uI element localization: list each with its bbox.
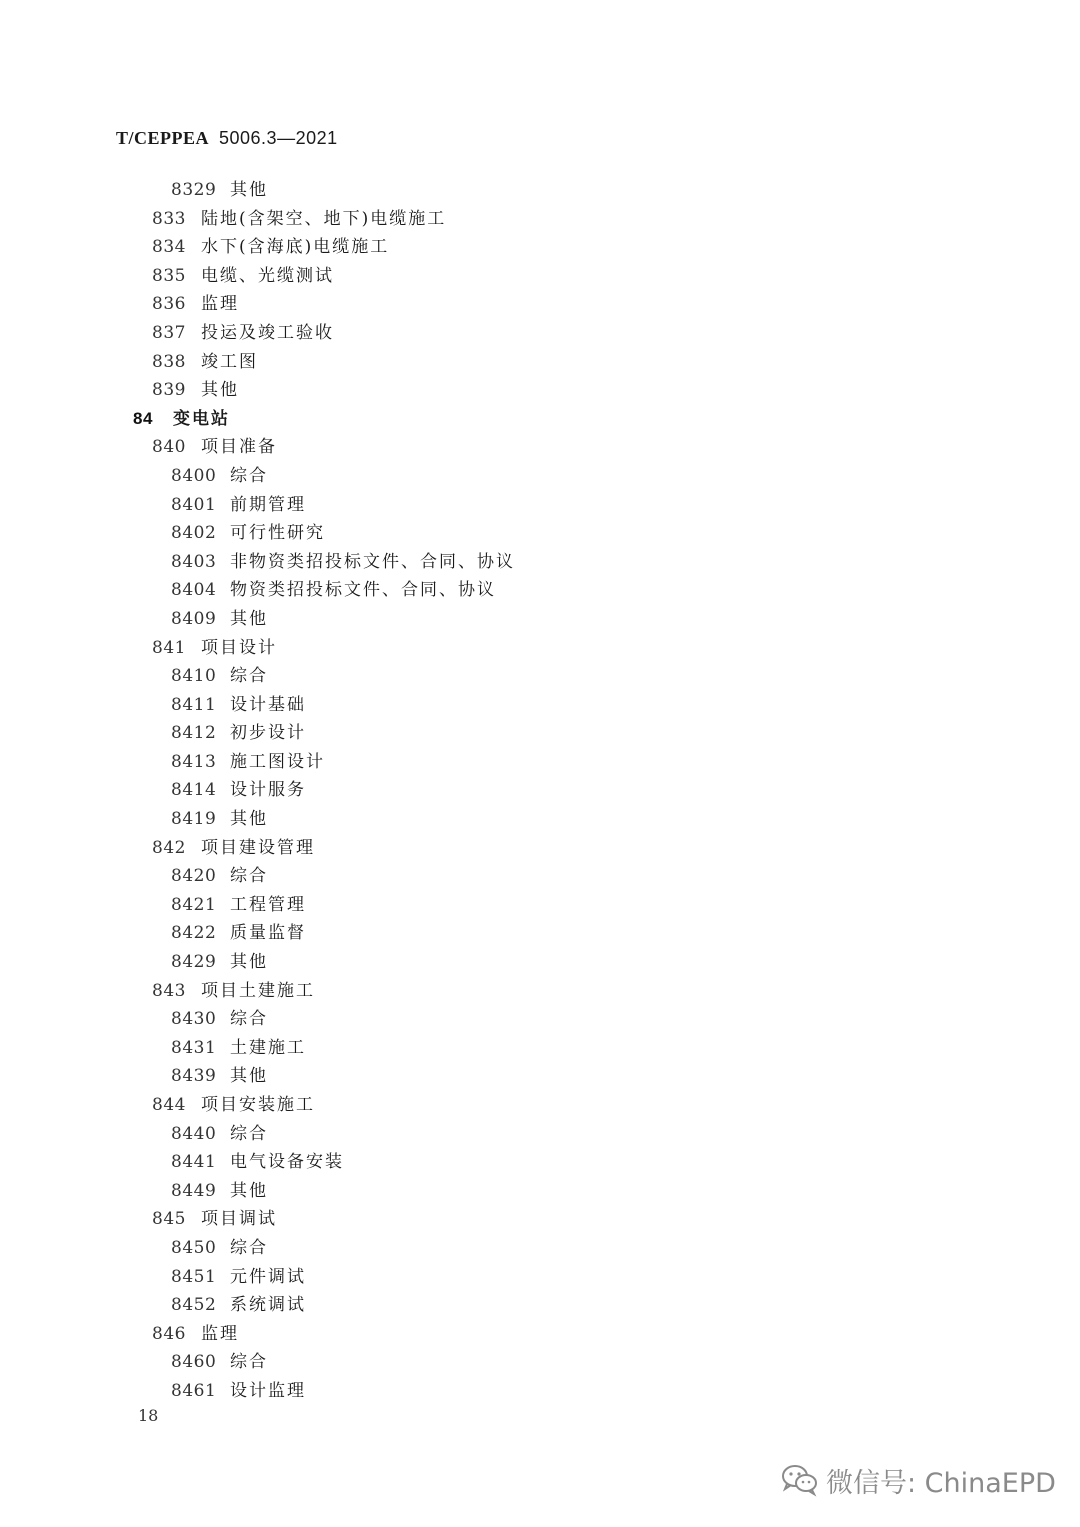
entry-row bbox=[0, 1120, 1080, 1149]
entry-label: 项目建设管理 bbox=[201, 837, 315, 858]
entry-row bbox=[0, 805, 1080, 834]
entry-code: 8451 bbox=[171, 1266, 217, 1287]
entry-row bbox=[0, 548, 1080, 577]
entry-label: 其他 bbox=[230, 180, 268, 200]
entry-row bbox=[0, 977, 1080, 1006]
entry-label: 项目安装施工 bbox=[201, 1095, 315, 1115]
entry-code: 8449 bbox=[171, 1180, 217, 1201]
entry-row bbox=[0, 891, 1080, 920]
entry-label: 物资类招投标文件、合同、协议 bbox=[230, 580, 496, 601]
entry-code: 845 bbox=[152, 1209, 186, 1230]
entry-label: 项目土建施工 bbox=[201, 980, 315, 1001]
entry-code: 8450 bbox=[171, 1237, 217, 1258]
entry-label: 竣工图 bbox=[201, 351, 258, 372]
entry-row bbox=[0, 405, 1080, 434]
classification-list bbox=[0, 176, 1080, 1406]
entry-label: 电缆、光缆测试 bbox=[201, 265, 334, 286]
wechat-icon bbox=[780, 1463, 820, 1497]
entry-label: 非物资类招投标文件、合同、协议 bbox=[230, 551, 515, 572]
document-header bbox=[116, 128, 338, 149]
entry-label: 设计基础 bbox=[230, 694, 306, 715]
entry-row bbox=[0, 462, 1080, 491]
entry-label: 综合 bbox=[230, 1009, 268, 1030]
entry-row bbox=[0, 1205, 1080, 1234]
entry-row bbox=[0, 1320, 1080, 1349]
entry-label: 监理 bbox=[201, 1323, 239, 1344]
entry-code: 8452 bbox=[171, 1295, 217, 1316]
entry-code: 8431 bbox=[171, 1037, 217, 1058]
entry-code: 8401 bbox=[171, 494, 217, 515]
entry-row bbox=[0, 233, 1080, 262]
entry-row bbox=[0, 1177, 1080, 1206]
entry-code: 840 bbox=[152, 437, 186, 458]
entry-label: 电气设备安装 bbox=[230, 1152, 344, 1173]
entry-row bbox=[0, 748, 1080, 777]
entry-label: 综合 bbox=[230, 1123, 268, 1144]
entry-label: 设计监理 bbox=[230, 1380, 306, 1401]
entry-label: 水下(含海底)电缆施工 bbox=[201, 237, 390, 258]
entry-code: 839 bbox=[152, 380, 186, 401]
entry-label: 可行性研究 bbox=[230, 523, 325, 544]
entry-row bbox=[0, 1234, 1080, 1263]
entry-label: 初步设计 bbox=[230, 723, 306, 744]
entry-row bbox=[0, 948, 1080, 977]
entry-label: 陆地(含架空、地下)电缆施工 bbox=[201, 208, 447, 229]
entry-row bbox=[0, 290, 1080, 319]
entry-code: 8439 bbox=[171, 1066, 217, 1087]
entry-code: 842 bbox=[152, 837, 186, 858]
entry-code: 835 bbox=[152, 265, 186, 286]
entry-row bbox=[0, 862, 1080, 891]
entry-code: 843 bbox=[152, 980, 186, 1001]
entry-row bbox=[0, 433, 1080, 462]
entry-row bbox=[0, 662, 1080, 691]
entry-label: 元件调试 bbox=[230, 1266, 306, 1287]
entry-label: 其他 bbox=[230, 809, 268, 830]
entry-row bbox=[0, 1291, 1080, 1320]
entry-label: 质量监督 bbox=[230, 923, 306, 944]
entry-row bbox=[0, 262, 1080, 291]
entry-label: 其他 bbox=[201, 380, 239, 401]
entry-code: 8441 bbox=[171, 1152, 217, 1173]
entry-row bbox=[0, 691, 1080, 720]
entry-row bbox=[0, 519, 1080, 548]
entry-label: 综合 bbox=[230, 1352, 268, 1373]
entry-row bbox=[0, 634, 1080, 663]
entry-code: 8402 bbox=[171, 523, 217, 544]
watermark bbox=[780, 1460, 1056, 1500]
entry-label: 其他 bbox=[230, 1066, 268, 1087]
entry-label: 变电站 bbox=[173, 408, 230, 429]
entry-code: 837 bbox=[152, 322, 186, 343]
entry-code: 8400 bbox=[171, 465, 217, 486]
entry-code: 8412 bbox=[171, 723, 217, 744]
entry-label: 投运及竣工验收 bbox=[201, 322, 334, 343]
entry-code: 8419 bbox=[171, 809, 217, 830]
entry-row bbox=[0, 776, 1080, 805]
entry-row bbox=[0, 176, 1080, 205]
entry-row bbox=[0, 1062, 1080, 1091]
entry-label: 综合 bbox=[230, 1237, 268, 1258]
entry-code: 8422 bbox=[171, 923, 217, 944]
entry-code: 8414 bbox=[171, 780, 217, 801]
entry-code: 838 bbox=[152, 351, 186, 372]
entry-label: 综合 bbox=[230, 866, 268, 887]
entry-label: 工程管理 bbox=[230, 894, 306, 915]
entry-label: 前期管理 bbox=[230, 494, 306, 515]
entry-code: 8420 bbox=[171, 866, 217, 887]
entry-code: 8461 bbox=[171, 1380, 217, 1401]
entry-row bbox=[0, 1348, 1080, 1377]
entry-label: 项目调试 bbox=[201, 1209, 277, 1230]
entry-label: 其他 bbox=[230, 608, 268, 629]
watermark-text: 微信号: ChinaEPD bbox=[826, 1467, 1056, 1499]
entry-row bbox=[0, 834, 1080, 863]
entry-row bbox=[0, 576, 1080, 605]
page-number: 18 bbox=[138, 1406, 159, 1425]
entry-row bbox=[0, 1091, 1080, 1120]
entry-label: 项目准备 bbox=[201, 437, 277, 458]
entry-row bbox=[0, 376, 1080, 405]
entry-label: 综合 bbox=[230, 666, 268, 687]
entry-row bbox=[0, 491, 1080, 520]
entry-row bbox=[0, 1005, 1080, 1034]
entry-label: 其他 bbox=[230, 1180, 268, 1201]
entry-label: 项目设计 bbox=[201, 637, 277, 658]
entry-code: 8411 bbox=[171, 694, 217, 715]
entry-label: 施工图设计 bbox=[230, 751, 325, 772]
entry-code: 8404 bbox=[171, 580, 217, 601]
entry-row bbox=[0, 205, 1080, 234]
entry-label: 综合 bbox=[230, 465, 268, 486]
entry-label: 监理 bbox=[201, 294, 239, 315]
entry-code: 833 bbox=[152, 208, 186, 229]
entry-code: 8410 bbox=[171, 666, 217, 687]
entry-code: 8329 bbox=[171, 180, 217, 200]
entry-code: 834 bbox=[152, 237, 186, 258]
entry-label: 其他 bbox=[230, 952, 268, 973]
entry-row bbox=[0, 719, 1080, 748]
entry-row bbox=[0, 1034, 1080, 1063]
entry-row bbox=[0, 1148, 1080, 1177]
standard-code: T/CEPPEA bbox=[116, 128, 210, 148]
entry-code: 8421 bbox=[171, 894, 217, 915]
entry-row bbox=[0, 319, 1080, 348]
entry-code: 8440 bbox=[171, 1123, 217, 1144]
entry-row bbox=[0, 919, 1080, 948]
entry-code: 8413 bbox=[171, 751, 217, 772]
entry-row bbox=[0, 1377, 1080, 1406]
entry-code: 846 bbox=[152, 1323, 186, 1344]
entry-code: 8429 bbox=[171, 952, 217, 973]
entry-label: 设计服务 bbox=[230, 780, 306, 801]
entry-code: 841 bbox=[152, 637, 186, 658]
entry-code: 844 bbox=[152, 1095, 186, 1115]
entry-code: 84 bbox=[133, 408, 153, 428]
entry-code: 8430 bbox=[171, 1009, 217, 1030]
standard-number: 5006.3—2021 bbox=[219, 128, 338, 148]
entry-label: 土建施工 bbox=[230, 1037, 306, 1058]
entry-row bbox=[0, 348, 1080, 377]
entry-code: 8409 bbox=[171, 608, 217, 629]
entry-code: 8460 bbox=[171, 1352, 217, 1373]
entry-row bbox=[0, 605, 1080, 634]
entry-label: 系统调试 bbox=[230, 1295, 306, 1316]
entry-code: 836 bbox=[152, 294, 186, 315]
entry-row bbox=[0, 1263, 1080, 1292]
entry-code: 8403 bbox=[171, 551, 217, 572]
